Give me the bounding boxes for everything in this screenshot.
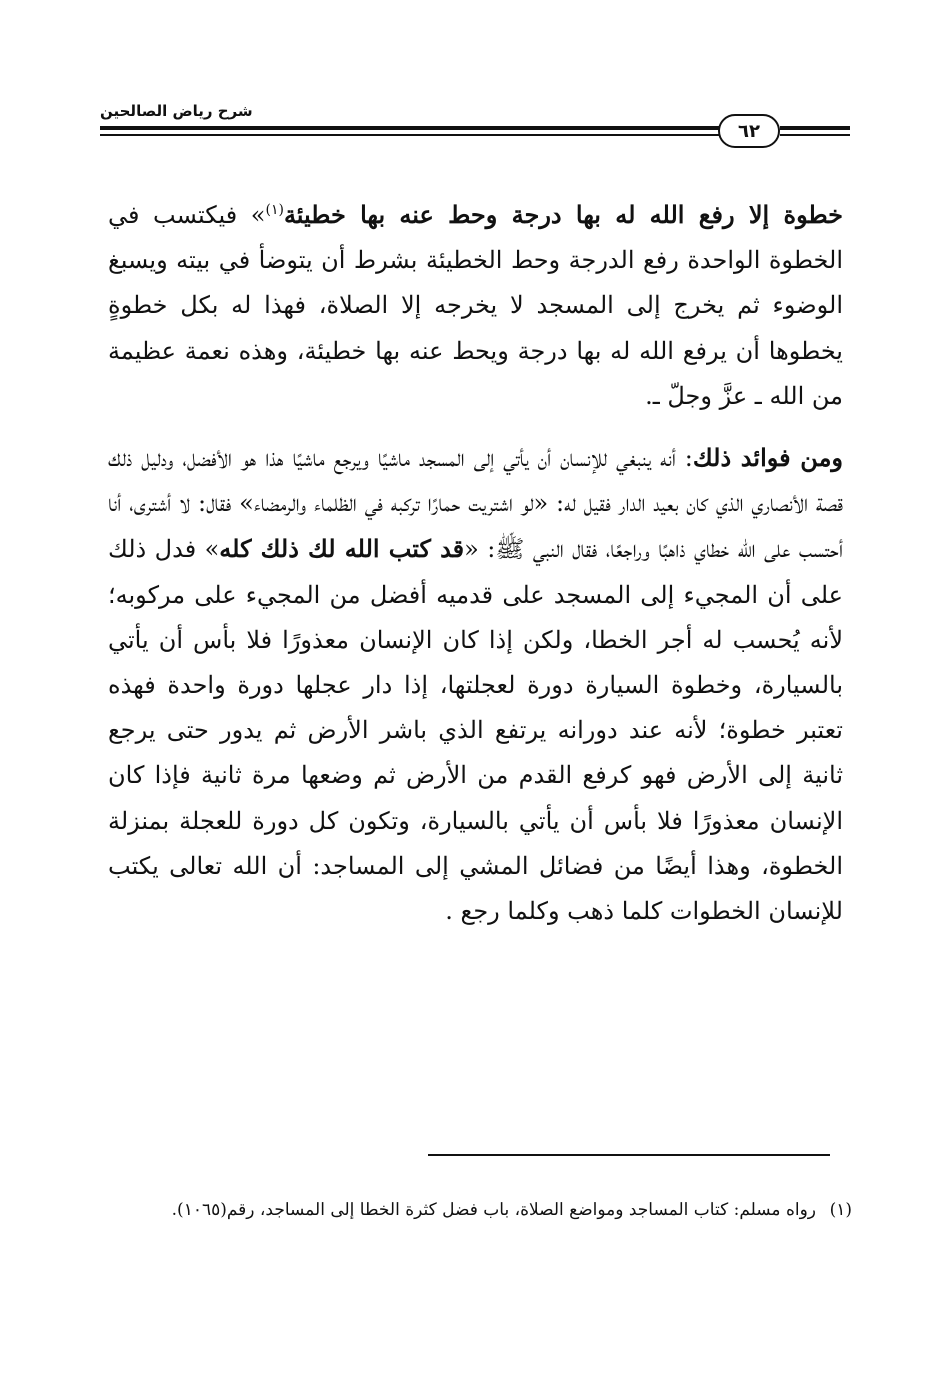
page-header	[100, 100, 850, 158]
paragraph-1	[108, 192, 843, 419]
footnote	[108, 1195, 852, 1225]
header-rule-thin-right	[780, 134, 850, 136]
paragraph-2	[108, 435, 843, 934]
hadith-quote: قد كتب الله لك ذلك كله	[219, 534, 465, 564]
paragraph-1-text: » فيكتسب في الخطوة الواحدة رفع الدرجة وحط الخطيئة بشرط أن يتوضأ في بيته ويسبغ الوضوء ثم يخرج إلى المسجد لا يخرجه إلا الصلاة، فهذا له بكل خطوةٍ يخطوها أن يرفع الله له بها درجة ويحط عنه بها خطيئة، وهذه نعمة عظيمة من الله ـ عزَّ وجلّ ـ.	[108, 201, 843, 410]
paragraph-2-text-a: : أنه ينبغي للإنسان أن يأتي إلى المسجد ماشيًا ويرجع ماشيًا هذا هو الأفضل، ودليل ذلك قصة الأنصاري الذي كان بعيد الدار فقيل له: «لو اشتريت حمارًا تركبه في الظلماء والرمضاء» فقال: لا أشترى، أنا أحتسب على الله خطاي ذاهبًا وراجعًا، فقال النبي ﷺ: «	[108, 444, 843, 564]
footnote-text: رواه مسلم: كتاب المساجد ومواضع الصلاة، باب فضل كثرة الخطا إلى المساجد، رقم(١٠٦٥).	[171, 1200, 816, 1220]
hadith-excerpt: خطوة إلا رفع الله له بها درجة وحط عنه بها خطيئة	[283, 200, 843, 229]
footnote-reference: (١)	[265, 202, 284, 218]
section-lead: ومن فوائد ذلك	[692, 443, 844, 473]
paragraph-2-text-b: » فدل ذلك على أن المجيء إلى المسجد على قدميه أفضل من المجيء على مركوبه؛ لأنه يُحسب له أجر الخطا، ولكن إذا كان الإنسان معذورًا فلا بأس أن يأتي بالسيارة، وخطوة السيارة دورة لعجلتها، إذا دار عجلها دورة واحدة فهذه تعتبر خطوة؛ لأنه عند دورانه يرتفع الذي باشر الأرض ثم يدور حتى يرجع ثانية إلى الأرض فهو كرفع القدم من الأرض ثم وضعها مرة ثانية فإذا كان الإنسان معذورًا فلا بأس أن يأتي بالسيارة، وتكون كل دورة للعجلة بمنزلة الخطوة، وهذا أيضًا من فضائل المشي إلى المساجد: أن الله تعالى يكتب للإنسان الخطوات كلما ذهب وكلما رجع .	[108, 535, 843, 926]
footnote-separator	[428, 1154, 830, 1156]
main-text	[108, 192, 843, 934]
page-number: ٦٢	[718, 114, 780, 148]
header-rule-thin	[100, 134, 720, 136]
footnote-marker: (١)	[829, 1200, 852, 1220]
running-head-book-title: شرح رياض الصالحين	[100, 102, 253, 120]
header-rule-thick-right	[780, 126, 850, 130]
header-rule-thick	[100, 126, 720, 130]
